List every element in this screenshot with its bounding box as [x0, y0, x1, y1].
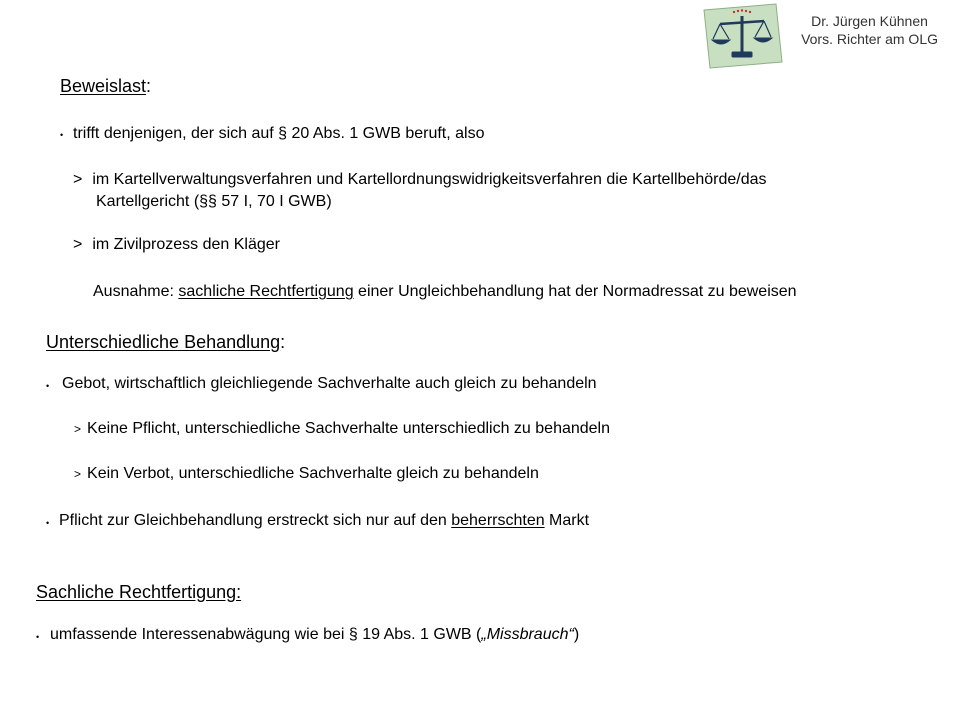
- author-name: Dr. Jürgen Kühnen: [811, 13, 928, 29]
- behandlung-heading: Unterschiedliche Behandlung:: [46, 332, 286, 352]
- rechtfertigung-bullet: umfassende Interessenabwägung wie bei § 19 Abs. 1 GWB („Missbrauch“): [50, 626, 580, 643]
- behandlung-bullet-2: Pflicht zur Gleichbehandlung erstreckt sich nur auf den beherrschten Markt: [59, 512, 590, 529]
- arrow-marker: >: [74, 422, 82, 436]
- arrow-marker: >: [73, 171, 83, 188]
- author-block: [801, 12, 938, 48]
- author-title: Vors. Richter am OLG: [801, 31, 938, 47]
- beweislast-heading: Beweislast:: [60, 76, 152, 96]
- beweislast-item-2: > im Zivilprozess den Kläger: [73, 236, 280, 253]
- bullet-dot: •: [46, 518, 50, 528]
- behandlung-bullet-1: Gebot, wirtschaftlich gleichliegende Sachverhalte auch gleich zu behandeln: [62, 375, 597, 392]
- arrow-marker: >: [74, 467, 82, 481]
- scales-of-justice-icon: [700, 2, 784, 70]
- behandlung-sub-1: > Keine Pflicht, unterschiedliche Sachverhalte unterschiedlich zu behandeln: [74, 420, 611, 437]
- beweislast-item-1: > im Kartellverwaltungsverfahren und Kartellordnungswidrigkeitsverfahren die Kartellbehörde/das: [73, 171, 767, 188]
- arrow-marker: >: [73, 236, 83, 253]
- beweislast-exception: Ausnahme: sachliche Rechtfertigung einer Ungleichbehandlung hat der Normadressat zu beweisen: [93, 283, 797, 300]
- beweislast-bullet: trifft denjenigen, der sich auf § 20 Abs. 1 GWB beruft, also: [73, 125, 485, 142]
- behandlung-sub-2: > Kein Verbot, unterschiedliche Sachverhalte gleich zu behandeln: [74, 465, 539, 482]
- beweislast-item-1-cont: Kartellgericht (§§ 57 I, 70 I GWB): [96, 193, 332, 210]
- bullet-dot: •: [36, 632, 40, 642]
- bullet-dot: •: [46, 381, 50, 391]
- scales-of-justice-logo: [700, 2, 784, 70]
- rechtfertigung-heading: Sachliche Rechtfertigung:: [36, 582, 242, 602]
- bullet-dot: •: [60, 130, 64, 140]
